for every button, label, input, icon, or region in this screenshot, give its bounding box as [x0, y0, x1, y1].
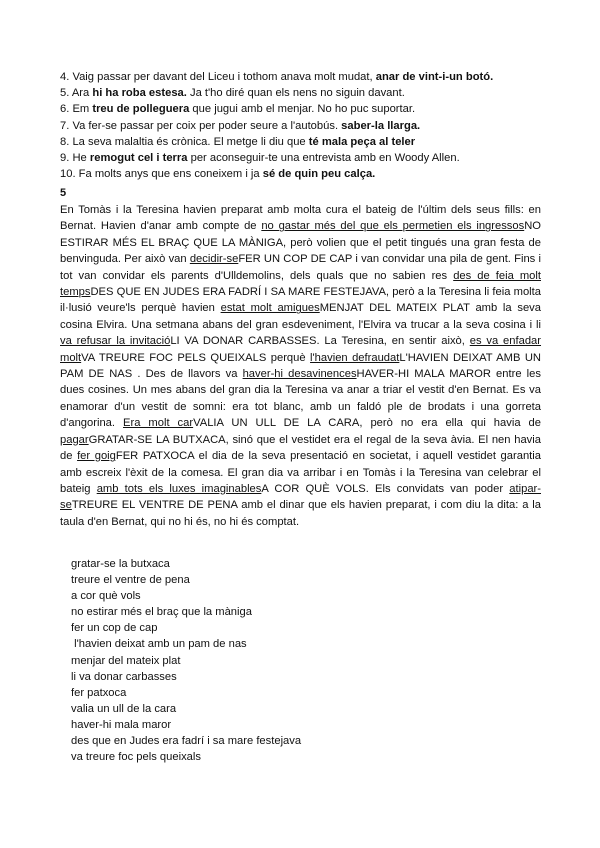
paragraph-text: VA TREURE FOC PELS QUEIXALS perquè — [81, 351, 311, 364]
underlined-phrase: es va enfadar molt — [60, 335, 542, 364]
idiom-bold: remogut cel i terra — [89, 152, 188, 165]
idiom-list-item: menjar del mateix plat — [71, 654, 181, 667]
underlined-phrase: haver-hi desavinences — [242, 368, 357, 381]
paragraph-text: GRATAR-SE LA BUTXACA, sinó que el vestidet era el regal de la seva àvia. El nen havia de — [60, 433, 541, 463]
sentence-item: 9. He remogut cel i terra per aconseguir-te una entrevista amb en Woody Allen. — [60, 152, 460, 165]
underlined-phrase: des de feia molt temps — [60, 269, 541, 299]
paragraph-text: TREURE EL VENTRE DE PENA amb el dinar que els havien preparat, i com diu la dita: a la taula d'en Bernat, qui no hi és, no hi és comptat. — [60, 499, 541, 528]
idiom-bold: saber-la llarga. — [341, 119, 421, 132]
idiom-list-item: va treure foc pels queixals — [71, 751, 201, 764]
sentence-item: 5. Ara hi ha roba estesa. Ja t'ho diré quan els nens no siguin davant. — [60, 87, 405, 100]
idiom-list-item: li va donar carbasses — [71, 670, 177, 683]
paragraph-text: A COR QUÈ VOLS. Els convidats van poder — [261, 482, 510, 495]
underlined-phrase: amb tots els luxes imaginables — [96, 482, 262, 495]
underlined-phrase: atipar-se — [60, 482, 541, 512]
sentence-item: 7. Va fer-se passar per coix per poder seure a l'autobús. saber-la llarga. — [60, 119, 421, 132]
underlined-phrase: fer goig — [77, 450, 116, 463]
sentence-item: 8. La seva malaltia és crònica. El metge li diu que té mala peça al teler — [60, 135, 416, 148]
idiom-sentences-list — [60, 69, 550, 182]
paragraph-text: En Tomàs i la Teresina havien preparat amb molta cura el bateig de l'últim dels seus fills: en Bernat. Havien d'anar amb compte de — [60, 204, 541, 233]
idiom-bold: anar de vint-i-un botó. — [375, 71, 494, 83]
paragraph-text: MENJAT DEL MATEIX PLAT amb la seva cosina Elvira. Una setmana abans del gran esdeveniment, l'Elvira va trucar a la seva cosina i li — [60, 302, 541, 331]
idiom-list-item: fer patxoca — [71, 686, 127, 699]
paragraph-text: NO ESTIRAR MÉS EL BRAÇ QUE LA MÀNIGA, però volien que el petit tingués una gran festa de benvinguda. Per això van — [60, 220, 541, 266]
paragraph-text: VALIA UN ULL DE LA CARA, però no era ella qui havia de — [193, 417, 541, 430]
paragraph-text: FER UN COP DE CAP i van convidar una pila de gent. Fins i tot van convidar els parents d'Ulldemolins, dels quals que no sabien res — [60, 253, 541, 282]
underlined-phrase: pagar — [60, 433, 89, 446]
underlined-phrase: va refusar la invitació — [60, 335, 171, 348]
paragraph-text: DES QUE EN JUDES ERA FADRÍ I SA MARE FESTEJAVA, però a la Teresina li feia molta il·lusió veure'ls perquè havien — [60, 286, 541, 315]
idiom-bold: hi ha roba estesa. — [92, 87, 187, 100]
sentence-item: 6. Em treu de polleguera que jugui amb el menjar. No ho puc suportar. — [60, 103, 416, 116]
sentence-item: 4. Vaig passar per davant del Liceu i tothom anava molt mudat, anar de vint-i-un botó. — [60, 71, 494, 83]
story-paragraph — [60, 202, 541, 530]
paragraph-text: L'HAVIEN DEIXAT AMB UN PAM DE NAS . Des de llavors va — [60, 351, 542, 381]
idiom-bold: treu de polleguera — [92, 103, 190, 116]
idiom-bold: té mala peça al teler — [308, 135, 416, 148]
underlined-phrase: no gastar més del que els permetien els ingressos — [261, 220, 525, 233]
underlined-phrase: l'havien defraudat — [310, 351, 400, 364]
underlined-phrase: decidir-se — [189, 253, 239, 266]
underlined-phrase: Era molt car — [123, 417, 194, 430]
sentence-item: 10. Fa molts anys que ens coneixem i ja sé de quin peu calça. — [60, 168, 376, 181]
idiom-list-item: a cor què vols — [71, 590, 141, 603]
idiom-bold: sé de quin peu calça. — [262, 168, 376, 181]
underlined-phrase: estat molt amigues — [220, 302, 320, 315]
paragraph-text: HAVER-HI MALA MAROR entre les dues cosines. Un mes abans del gran dia la Teresina va anar a triar el vestit d'en Bernat. Es va enamorar d'un vestit de somni: era tot blanc, amb un faldó ple de brodats i una gorreta d'angorina. — [60, 368, 541, 430]
idiom-list-item: haver-hi mala maror — [71, 718, 172, 731]
idioms-list — [71, 556, 301, 765]
exercise-number: 5 — [60, 187, 67, 199]
idiom-list-item: des que en Judes era fadrí i sa mare festejava — [71, 735, 302, 748]
idiom-list-item: gratar-se la butxaca — [71, 558, 170, 570]
idiom-list-item: valia un ull de la cara — [71, 702, 177, 715]
idiom-list-item: no estirar més el braç que la màniga — [71, 606, 252, 619]
idiom-list-item: fer un cop de cap — [71, 622, 158, 635]
paragraph-text: FER PATXOCA el dia de la seva presentació en societat, i aquell vestidet garantia amb escreix l'èxit de la comesa. El gran dia va arribar i en Tomàs i la Teresina van celebrar el bateig — [60, 450, 541, 495]
idiom-list-item: treure el ventre de pena — [71, 574, 190, 587]
idiom-list-item: l'havien deixat amb un pam de nas — [71, 638, 247, 651]
paragraph-text: LI VA DONAR CARBASSES. La Teresina, en sentir això, — [170, 335, 470, 348]
